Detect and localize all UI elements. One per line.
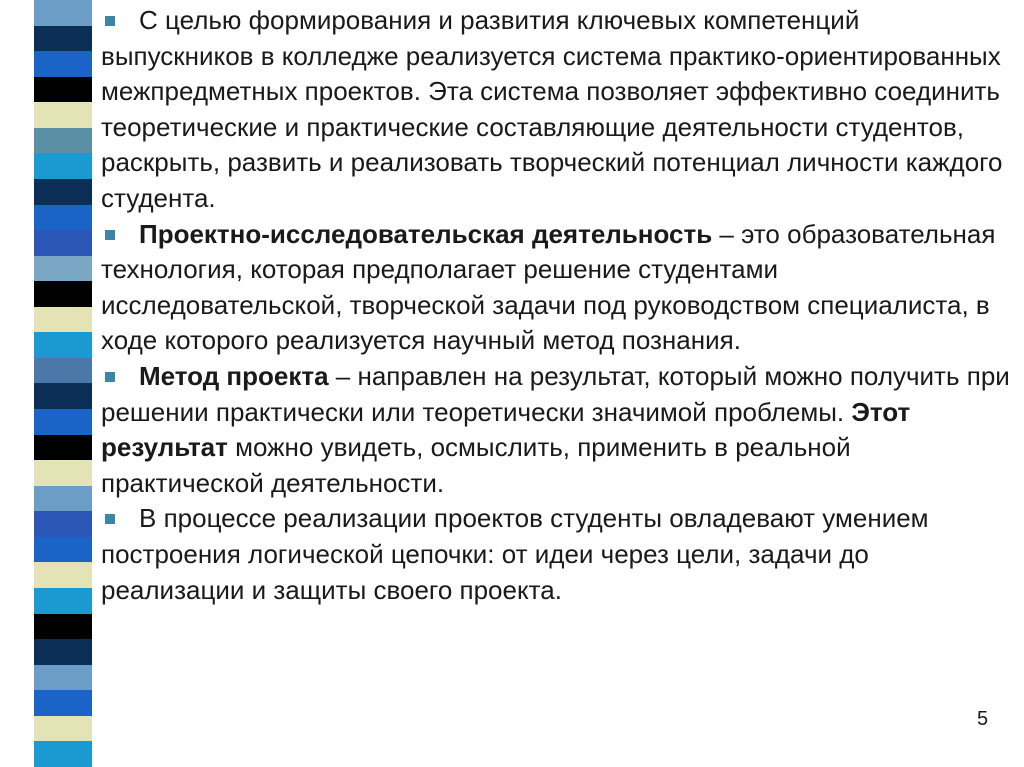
bold-term: Этот результат (101, 396, 911, 463)
stripe-segment (34, 435, 92, 461)
stripe-segment (34, 614, 92, 640)
stripe-segment (34, 230, 92, 256)
decorative-striped-bar (34, 0, 92, 767)
stripe-segment (34, 51, 92, 77)
stripe-segment (34, 639, 92, 665)
stripe-segment (34, 77, 92, 103)
stripe-segment (34, 102, 92, 128)
square-bullet-icon (105, 514, 115, 524)
paragraph-text (101, 3, 1019, 217)
paragraph-3 (101, 359, 1019, 501)
page-number: 5 (977, 708, 989, 730)
stripe-segment (34, 409, 92, 435)
stripe-segment (34, 26, 92, 52)
paragraph-text (101, 217, 1019, 359)
text-run: можно увидеть, осмыслить, применить в реальной практической деятельности. (101, 432, 851, 498)
stripe-segment (34, 665, 92, 691)
paragraph-4 (101, 501, 1019, 608)
stripe-segment (34, 741, 92, 767)
paragraph-text (101, 501, 1019, 608)
stripe-segment (34, 358, 92, 384)
bold-term: Метод проекта (139, 360, 329, 391)
stripe-segment (34, 0, 92, 26)
paragraph-2 (101, 217, 1019, 359)
stripe-segment (34, 383, 92, 409)
stripe-segment (34, 562, 92, 588)
stripe-segment (34, 332, 92, 358)
bold-term: Проектно-исследовательская деятельность (139, 218, 713, 249)
text-run: В процессе реализации проектов студенты овладевают умением построения логической цепочки: от идеи через цели, задачи до реализации и защиты своего проекта. (101, 503, 929, 605)
stripe-segment (34, 307, 92, 333)
text-run: С целью формирования и развития ключевых компетенций выпускников в колледже реализуется система практико-ориентированных межпредметных проектов. Эта система позволяет эффективно соединить теоретические и практические составляющие деятельности студентов, раскрыть, развить и реализовать творческий потенциал личности каждого студента. (101, 5, 1003, 213)
stripe-segment (34, 128, 92, 154)
stripe-segment (34, 153, 92, 179)
paragraph-text (101, 359, 1019, 501)
stripe-segment (34, 460, 92, 486)
stripe-segment (34, 179, 92, 205)
stripe-segment (34, 256, 92, 282)
stripe-segment (34, 716, 92, 742)
stripe-segment (34, 486, 92, 512)
stripe-segment (34, 690, 92, 716)
text-run: – направлен на результат, который можно получить при решении практически или теоретически значимой проблемы. (101, 360, 1010, 427)
square-bullet-icon (105, 372, 115, 382)
slide-content (101, 3, 1019, 608)
stripe-segment (34, 205, 92, 231)
stripe-segment (34, 511, 92, 537)
stripe-segment (34, 588, 92, 614)
paragraph-1 (101, 3, 1019, 217)
stripe-segment (34, 281, 92, 307)
square-bullet-icon (105, 16, 115, 26)
stripe-segment (34, 537, 92, 563)
square-bullet-icon (105, 230, 115, 240)
text-run: – это образовательная технология, которая предполагает решение студентами исследовательской, творческой задачи под руководством специалиста, в ходе которого реализуется научный метод познания. (101, 218, 996, 356)
